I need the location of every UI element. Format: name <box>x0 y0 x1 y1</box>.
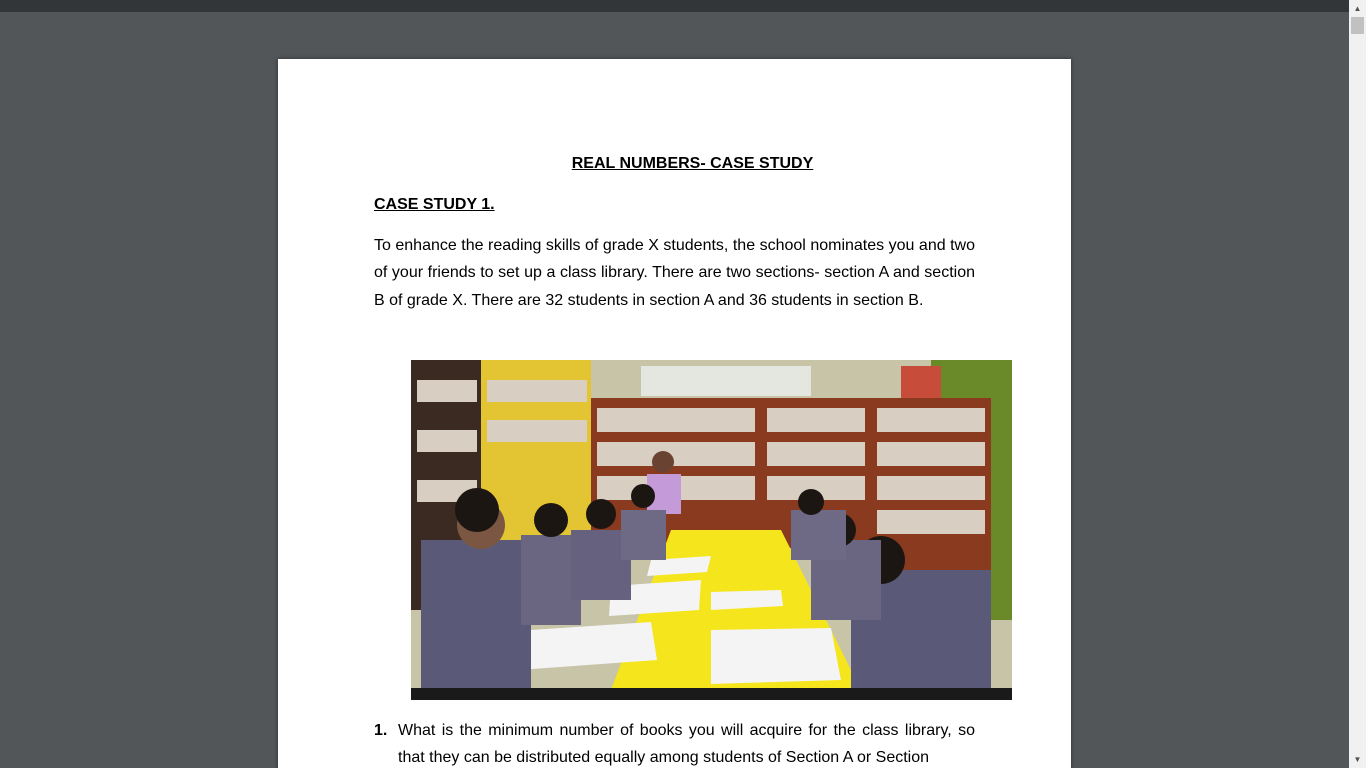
intro-paragraph: To enhance the reading skills of grade X students, the school nominates you and two of your friends to set up a class library. There are two sections- section A and section B of grade X. There are 32 students in section A and 36 students in section B. <box>374 237 975 309</box>
library-students-photo-icon <box>411 360 1012 700</box>
question-number: 1. <box>374 722 388 739</box>
pdf-viewer[interactable] <box>0 12 1349 768</box>
question-1 <box>374 717 975 768</box>
photo-teacher-head <box>652 451 674 473</box>
viewer-toolbar <box>0 0 1349 12</box>
photo-window <box>641 366 811 396</box>
photo-picture-frame <box>901 366 941 398</box>
case-study-heading: CASE STUDY 1. <box>374 196 495 213</box>
scroll-down-icon[interactable]: ▼ <box>1353 755 1362 764</box>
photo-bottom-strip <box>411 688 1012 700</box>
scroll-up-icon[interactable]: ▲ <box>1353 4 1362 13</box>
library-photo <box>411 360 1012 700</box>
vertical-scrollbar[interactable] <box>1349 0 1366 768</box>
question-text: What is the minimum number of books you will acquire for the class library, so that they can be distributed equally among students of Section A or Section <box>398 722 975 767</box>
pdf-page <box>278 59 1071 768</box>
scroll-thumb[interactable] <box>1351 17 1364 34</box>
page-title: REAL NUMBERS- CASE STUDY <box>571 155 814 172</box>
